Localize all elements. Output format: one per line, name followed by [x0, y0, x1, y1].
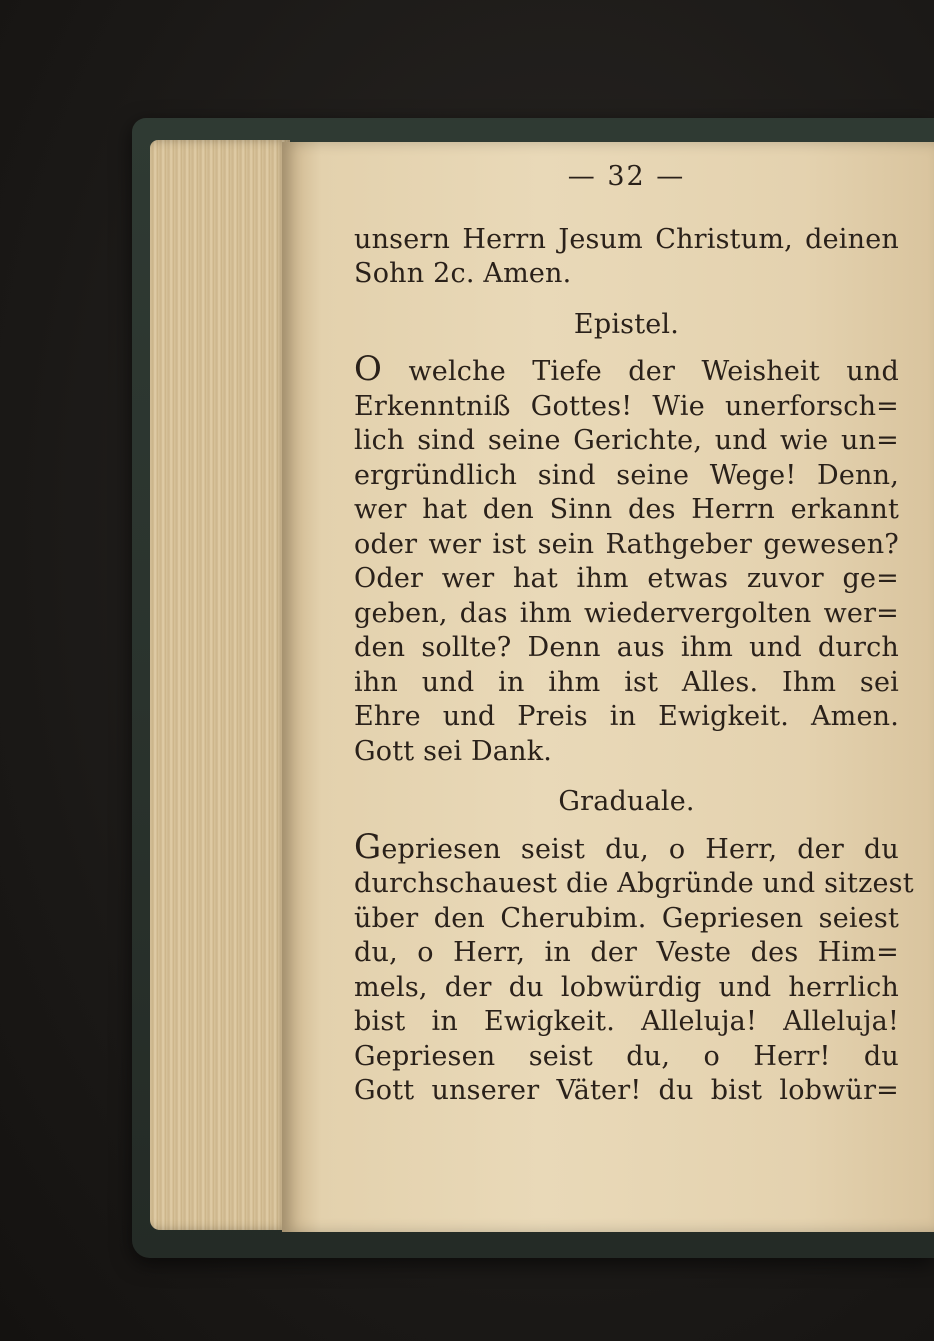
text-line: ihn und in ihm ist Alles. Ihm sei [354, 666, 899, 698]
text-line: bist in Ewigkeit. Alleluja! Alleluja! [354, 1006, 899, 1037]
text-line [354, 826, 899, 868]
text-line: Erkenntniß Gottes! Wie unerforsch= [354, 390, 899, 422]
page-number: — 32 — [567, 161, 686, 192]
text-line: oder wer ist sein Rathgeber gewesen? [354, 528, 899, 560]
text-line [354, 349, 899, 390]
drop-initial: G [354, 826, 382, 867]
text-line: Sohn 2c. Amen. [354, 258, 572, 289]
text-line: den sollte? Denn aus ihm und durch [354, 632, 899, 663]
text-line: Oder wer hat ihm etwas zuvor ge= [354, 563, 899, 594]
text-line-content: welche Tiefe der Weisheit und [382, 356, 899, 387]
text-line: durchschauest die Abgründe und sitzest [354, 868, 914, 899]
text-line: Gott sei Dank. [354, 735, 553, 767]
page-edges [150, 140, 290, 1230]
text-line: ergründlich sind seine Wege! Denn, [354, 459, 899, 491]
drop-initial: O [354, 349, 383, 389]
section-heading-epistel: Epistel. [573, 308, 680, 340]
section-heading-graduale: Graduale. [558, 786, 695, 817]
text-line: du, o Herr, in der Veste des Him= [354, 937, 899, 968]
text-line: Ehre und Preis in Ewigkeit. Amen. [354, 701, 899, 732]
text-line: lich sind seine Gerichte, und wie un= [354, 425, 899, 456]
text-line: Gott unserer Väter! du bist lobwür= [354, 1075, 899, 1106]
text-line: mels, der du lobwürdig und herrlich [354, 971, 899, 1003]
text-line: unsern Herrn Jesum Christum, deinen [354, 223, 899, 255]
text-line: Gepriesen seist du, o Herr! du [354, 1040, 899, 1072]
text-line: wer hat den Sinn des Herrn erkannt [354, 494, 899, 525]
text-line-content: epriesen seist du, o Herr, der du [381, 833, 899, 865]
page-text [354, 160, 914, 1109]
text-line: über den Cherubim. Gepriesen seiest [354, 902, 899, 934]
text-line: geben, das ihm wiedervergolten wer= [354, 597, 899, 629]
